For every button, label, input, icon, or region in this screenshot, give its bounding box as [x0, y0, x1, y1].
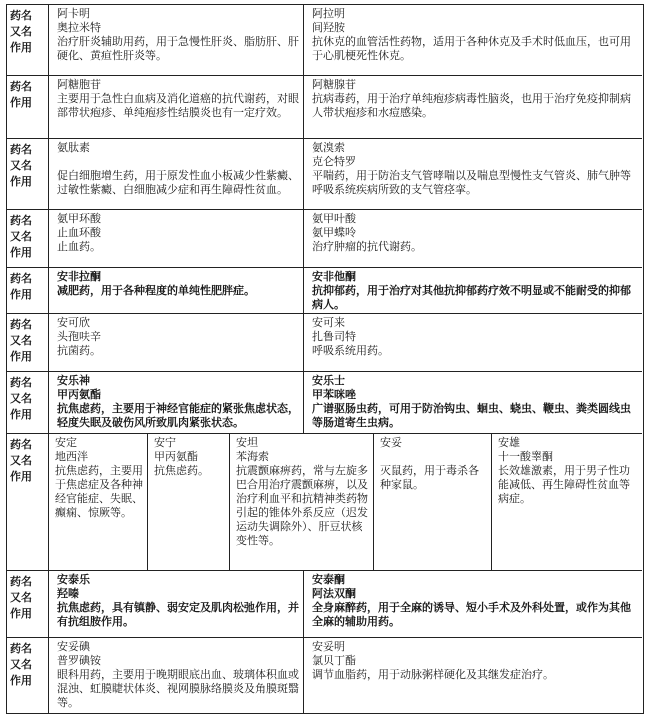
- drug-entry: [49, 268, 303, 313]
- label-usage: 作用: [10, 96, 32, 109]
- label-alias: 又名: [10, 334, 32, 347]
- drug-alias: 氯贝丁酯: [312, 654, 356, 667]
- drug-alias: [380, 450, 487, 464]
- drug-usage: 止血药。: [57, 240, 101, 253]
- drug-usage: 抗休克的血管活性药物，适用于各种休克及手术时低血压，也可用于心肌梗死性休克。: [312, 35, 631, 62]
- label-drug-name: 药名: [10, 438, 32, 451]
- label-alias: 又名: [10, 591, 32, 604]
- drug-name: 安定: [55, 436, 77, 449]
- drug-usage: 眼科用药，主要用于晚期眼底出血、玻璃体积血或混浊、虹膜睫状体炎、视网膜脉络膜炎及角膜斑翳等。: [57, 668, 299, 709]
- drug-name: 安妥: [380, 436, 402, 449]
- drug-name: 阿糖腺苷: [312, 78, 356, 91]
- drug-usage: 抗菌药。: [57, 344, 101, 357]
- table-row: [7, 637, 642, 713]
- label-drug-name: 药名: [10, 80, 32, 93]
- drug-usage: 长效雄激素，用于男子性功能减低、再生障碍性贫血等病症。: [498, 464, 630, 505]
- drug-entry: [303, 571, 642, 637]
- table-row: [7, 433, 642, 570]
- drug-entry: [49, 638, 303, 713]
- drug-alias: 地西泮: [55, 450, 88, 463]
- row-labels: [7, 372, 49, 433]
- drug-usage: 抗焦虑药，主要用于焦虑症及各种神经官能症、失眠、癫痫、惊厥等。: [55, 464, 143, 519]
- drug-name: 氨溴索: [312, 141, 345, 154]
- drug-entry: [147, 434, 229, 570]
- row-labels: [7, 571, 49, 637]
- row-labels: [7, 76, 49, 138]
- drug-usage: 减肥药，用于各种程度的单纯性肥胖症。: [57, 284, 255, 297]
- drug-names-table: [6, 4, 644, 714]
- drug-alias: 扎鲁司特: [312, 330, 356, 343]
- drug-name: 安非拉酮: [57, 270, 101, 283]
- drug-entry: [49, 210, 303, 267]
- drug-alias: 十一酸睾酮: [498, 450, 553, 463]
- drug-usage: 广谱驱肠虫药，可用于防治钩虫、蛔虫、蛲虫、鞭虫、粪类圆线虫等肠道寄生虫病。: [312, 402, 631, 429]
- drug-entry: [49, 76, 303, 138]
- drug-entry: [49, 139, 303, 209]
- row-labels: [7, 434, 49, 570]
- label-drug-name: 药名: [10, 9, 32, 22]
- drug-alias: 克仑特罗: [312, 155, 356, 168]
- label-alias: 又名: [10, 454, 32, 467]
- drug-usage: 调节血脂药，用于动脉粥样硬化及其继发症治疗。: [312, 668, 554, 681]
- drug-alias: 羟嗪: [57, 587, 79, 600]
- drug-alias: 苯海索: [236, 450, 269, 463]
- label-alias: 又名: [10, 658, 32, 671]
- row-labels: [7, 268, 49, 313]
- row-labels: [7, 314, 49, 371]
- drug-entry: [49, 571, 303, 637]
- drug-entry: [229, 434, 373, 570]
- drug-entry: [491, 434, 642, 570]
- drug-entry: [303, 638, 642, 713]
- drug-usage: 抗焦虑药，具有镇静、弱安定及肌肉松弛作用，并有抗组胺作用。: [57, 601, 299, 628]
- label-usage: 作用: [10, 607, 32, 620]
- label-alias: 又名: [10, 230, 32, 243]
- label-alias: 又名: [10, 25, 32, 38]
- drug-alias: [57, 155, 299, 169]
- label-drug-name: 药名: [10, 376, 32, 389]
- drug-name: 氨甲叶酸: [312, 212, 356, 225]
- label-usage: 作用: [10, 288, 32, 301]
- drug-name: 阿糖胞苷: [57, 78, 101, 91]
- drug-usage: 呼吸系统用药。: [312, 344, 389, 357]
- drug-name: 安非他酮: [312, 270, 356, 283]
- drug-name: 安雄: [498, 436, 520, 449]
- label-drug-name: 药名: [10, 575, 32, 588]
- row-labels: [7, 638, 49, 713]
- label-drug-name: 药名: [10, 272, 32, 285]
- table-row: [7, 5, 642, 75]
- label-alias: 又名: [10, 159, 32, 172]
- table-row: [7, 209, 642, 267]
- drug-entry: [303, 139, 642, 209]
- drug-alias: 奥拉米特: [57, 21, 101, 34]
- drug-entry: [49, 434, 147, 570]
- drug-usage: 灭鼠药，用于毒杀各种家鼠。: [380, 464, 479, 491]
- drug-usage: 抗焦虑药。: [154, 464, 209, 477]
- drug-name: 安宁: [154, 436, 176, 449]
- table-row: [7, 75, 642, 138]
- drug-usage: 治疗肿瘤的抗代谢药。: [312, 240, 422, 253]
- label-usage: 作用: [10, 41, 32, 54]
- label-usage: 作用: [10, 175, 32, 188]
- row-labels: [7, 210, 49, 267]
- row-labels: [7, 5, 49, 75]
- drug-entry: [373, 434, 491, 570]
- drug-usage: 促白细胞增生药，用于原发性血小板减少性紫癜、过敏性紫癜、白细胞减少症和再生障碍性贫血。: [57, 169, 299, 196]
- table-row: [7, 138, 642, 209]
- table-row: [7, 313, 642, 371]
- drug-entry: [303, 5, 642, 75]
- drug-entry: [49, 5, 303, 75]
- drug-alias: 甲丙氨酯: [154, 450, 198, 463]
- table-row: [7, 570, 642, 637]
- drug-name: 安可来: [312, 316, 345, 329]
- drug-usage: 治疗肝炎辅助用药，用于急慢性肝炎、脂肪肝、肝硬化、黄疸性肝炎等。: [57, 35, 299, 62]
- drug-alias: 间羟胺: [312, 21, 345, 34]
- drug-alias: 甲苯咪唑: [312, 388, 356, 401]
- drug-name: 氨甲环酸: [57, 212, 101, 225]
- drug-usage: 抗病毒药，用于治疗单纯疱疹病毒性脑炎，也用于治疗免疫抑制病人带状疱疹和水痘感染。: [312, 92, 631, 119]
- label-drug-name: 药名: [10, 143, 32, 156]
- drug-alias: 甲丙氨酯: [57, 388, 101, 401]
- drug-alias: 头孢呋辛: [57, 330, 101, 343]
- drug-name: 安乐士: [312, 374, 345, 387]
- drug-entry: [303, 372, 642, 433]
- label-alias: 又名: [10, 392, 32, 405]
- drug-usage: 抗抑郁药，用于治疗对其他抗抑郁药疗效不明显或不能耐受的抑郁病人。: [312, 284, 631, 311]
- label-drug-name: 药名: [10, 318, 32, 331]
- drug-alias: 止血环酸: [57, 226, 101, 239]
- drug-name: 氨肽素: [57, 141, 90, 154]
- drug-name: 阿卡明: [57, 7, 90, 20]
- drug-name: 安可欣: [57, 316, 90, 329]
- drug-name: 安泰酮: [312, 573, 345, 586]
- drug-alias: 氨甲蝶呤: [312, 226, 356, 239]
- drug-usage: 抗震颤麻痹药，常与左旋多巴合用治疗震颤麻痹，以及治疗利血平和抗精神类药物引起的锥体外系反应（迟发运动失调除外）、肝豆状核变性等。: [236, 464, 368, 547]
- drug-name: 阿拉明: [312, 7, 345, 20]
- drug-entry: [303, 314, 642, 371]
- drug-name: 安乐神: [57, 374, 90, 387]
- drug-usage: 抗焦虑药，主要用于神经官能症的紧张焦虑状态，轻度失眠及破伤风所致肌肉紧张状态。: [57, 402, 299, 429]
- label-usage: 作用: [10, 350, 32, 363]
- drug-entry: [303, 268, 642, 313]
- drug-name: 安妥碘: [57, 640, 90, 653]
- label-usage: 作用: [10, 408, 32, 421]
- drug-name: 安泰乐: [57, 573, 90, 586]
- drug-entry: [303, 76, 642, 138]
- drug-entry: [303, 210, 642, 267]
- table-row: [7, 371, 642, 433]
- label-drug-name: 药名: [10, 642, 32, 655]
- drug-alias: 阿法双酮: [312, 587, 356, 600]
- drug-name: 安妥明: [312, 640, 345, 653]
- label-usage: 作用: [10, 246, 32, 259]
- drug-usage: 全身麻醉药，用于全麻的诱导、短小手术及外科处置，或作为其他全麻的辅助用药。: [312, 601, 631, 628]
- label-usage: 作用: [10, 470, 32, 483]
- table-row: [7, 267, 642, 313]
- label-usage: 作用: [10, 674, 32, 687]
- label-drug-name: 药名: [10, 214, 32, 227]
- row-labels: [7, 139, 49, 209]
- drug-usage: 主要用于急性白血病及消化道癌的抗代谢药，对眼部带状疱疹、单纯疱疹性结膜炎也有一定疗效。: [57, 92, 299, 119]
- drug-name: 安坦: [236, 436, 258, 449]
- drug-entry: [49, 372, 303, 433]
- drug-alias: 普罗碘铵: [57, 654, 101, 667]
- drug-entry: [49, 314, 303, 371]
- drug-usage: 平喘药，用于防治支气管哮喘以及喘息型慢性支气管炎、肺气肿等呼吸系统疾病所致的支气管痉挛。: [312, 169, 631, 196]
